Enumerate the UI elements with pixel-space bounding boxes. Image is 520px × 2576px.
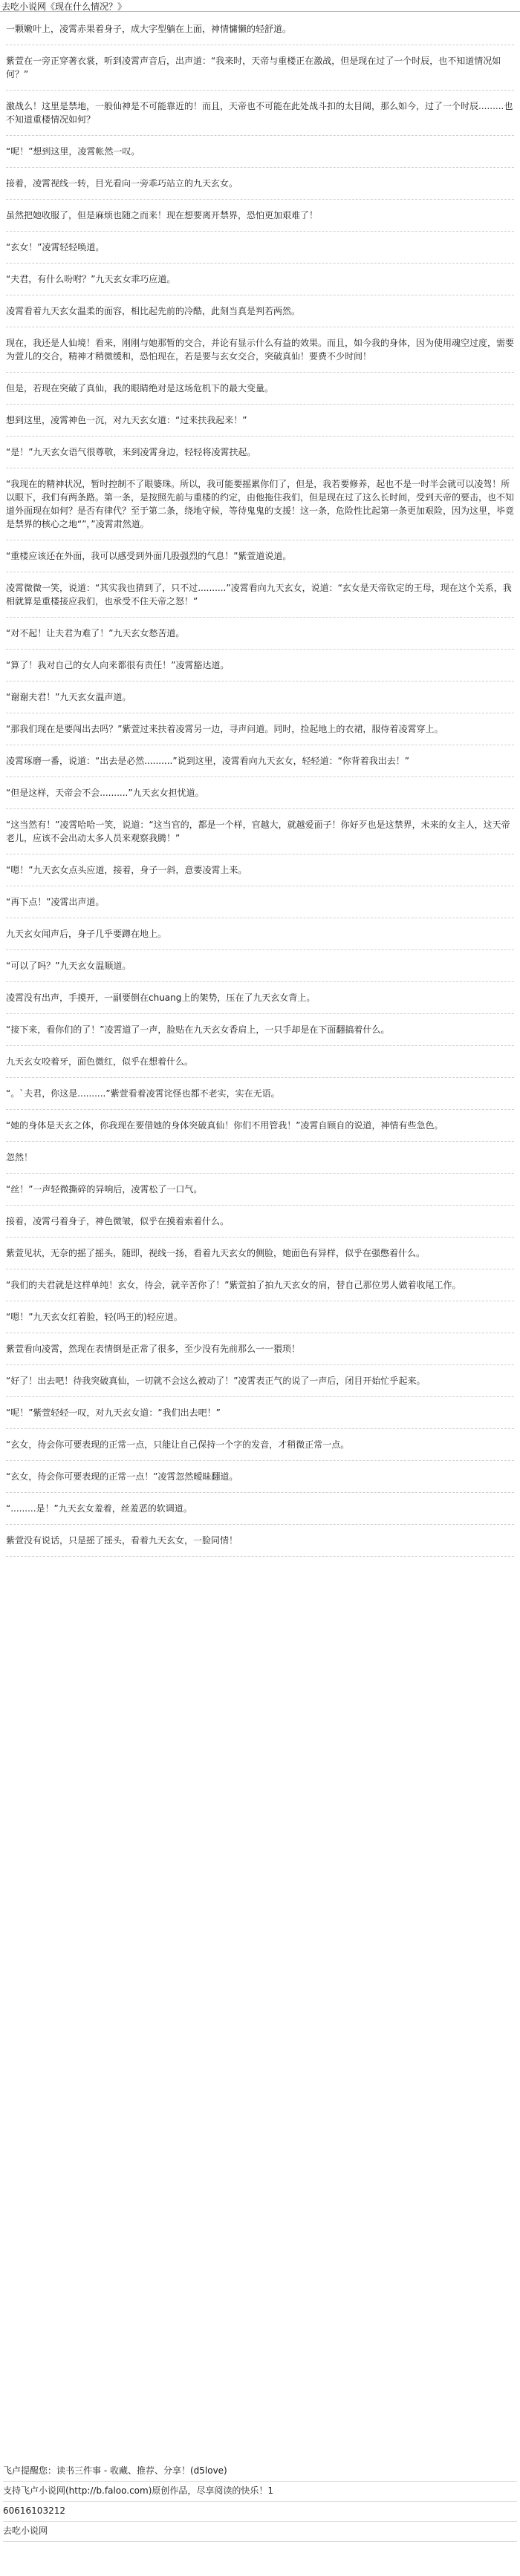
paragraph: 紫萱见状，无奈的摇了摇头，随即，视线一扬，看着九天玄女的侧脸，她面色有异样，似乎在强憋着什么。 <box>6 1238 514 1269</box>
paragraph: 但是，若现在突破了真仙，我的眼睛绝对是这场危机下的最大变量。 <box>6 373 514 405</box>
chapter-body <box>0 13 520 1557</box>
paragraph: “接下来，看你们的了！”凌霄道了一声，脸贴在九天玄女香肩上，一只手却是在下面翻搞着什么。 <box>6 1014 514 1046</box>
paragraph: “可以了吗？”九天玄女温顺道。 <box>6 950 514 982</box>
paragraph: “嗯！”九天玄女点头应道，接着，身子一斜，意要凌霄上来。 <box>6 854 514 886</box>
paragraph: “丝！”一声轻微撕碎的异响后，凌霄松了一口气。 <box>6 1174 514 1206</box>
support-link[interactable]: 支持飞卢小说网(http://b.faloo.com)原创作品，尽享阅读的快乐！1 <box>3 2485 274 2496</box>
footer-number: 6061610321​2 <box>3 2502 517 2522</box>
footer-site-name: 去吃小说网 <box>3 2522 517 2542</box>
paragraph: “谢谢夫君！”九天玄女温声道。 <box>6 681 514 713</box>
paragraph: 九天玄女闻声后，身子几乎要蹲在地上。 <box>6 918 514 950</box>
paragraph: “再下点！”凌霄出声道。 <box>6 886 514 918</box>
paragraph: 紫萱在一旁正穿著衣裳，听到凌霄声音后，出声道：“我来时，天帝与重楼正在激战，但是现在过了一个时辰，也不知道情况如何？” <box>6 45 514 91</box>
paragraph: “对不起！让夫君为难了！”九天玄女愁苦道。 <box>6 618 514 650</box>
paragraph: 凌霄微微一笑，说道：“其实我也猜到了，只不过..........”凌霄看向九天玄女，说道：“玄女是天帝钦定的王母，现在这个关系，我相就算是重楼接应我们，也承受不住天帝之怒！” <box>6 572 514 618</box>
promo-link[interactable]: 飞卢提醒您：读书三件事 - 收藏、推荐、分享！(d5love) <box>3 2465 227 2476</box>
paragraph: “算了！我对自己的女人向来都很有责任！”凌霄豁达道。 <box>6 650 514 681</box>
paragraph: “夫君，有什么吩咐？”九天玄女乖巧应道。 <box>6 264 514 295</box>
chapter-title: 《现在什么情况？》 <box>46 1 127 12</box>
paragraph: “呢！”紫萱轻轻一叹，对九天玄女道：“我们出去吧！” <box>6 1397 514 1429</box>
paragraph: 激战么！这里是禁地，一般仙神是不可能靠近的！而且，天帝也不可能在此处战斗扣的太目阔，那么如今，过了一个时辰.........也不知道重楼情况如何？ <box>6 91 514 136</box>
paragraph: “.........是！”九天玄女羞着，丝羞恶的软调道。 <box>6 1493 514 1525</box>
paragraph: 紫萱没有说话，只是摇了摇头，看着九天玄女，一脸同情！ <box>6 1525 514 1557</box>
paragraph: “我现在的精神状况，暂时控制不了眼婆珠。所以，我可能要摇累你们了，但是，我若要修养，起也不是一时半会就可以凌驾！所以眼下，我们有两条路。第一条，是按照先前与重楼的约定，由他拖住我们，但是现在过了这么长时间，受到天帝的要击，也不知道外面现在如何？是否有律代？至于第二条，绕地守候，等待鬼鬼的支援！这一条，危险性比起第一条更加艰险，因为这里，毕竟是禁界的核心之地“”，”凌霄肃然道。 <box>6 468 514 540</box>
paragraph: 九天玄女咬着牙，面色微红，似乎在想着什么。 <box>6 1046 514 1078</box>
paragraph: “好了！出去吧！待我突破真仙，一切就不会这么被动了！”凌霄表正气的说了一声后，闭目开始忙乎起来。 <box>6 1365 514 1397</box>
paragraph: 忽然！ <box>6 1142 514 1174</box>
paragraph: 现在，我还是人仙境！看来，刚刚与她那暂的交合，并论有显示什么有益的效果。而且，如今我的身体，因为使用魂空过度，需要为萱儿的交合，精神才稍微缓和，恐怕现在，若是要与玄女交合，突破真仙！要费不少时间！ <box>6 327 514 373</box>
paragraph: “这当然有！”凌霄哈哈一笑，说道：“这当官的，都是一个样，官越大，就越爱面子！你好歹也是这禁界，未来的女主人，这天帝老儿，应该不会出动太多人员来观察我腾！” <box>6 809 514 854</box>
paragraph: “。`夫君，你这是..........”紫萱看着凌霄诧怪也都不老实，实在无语。 <box>6 1078 514 1110</box>
page-footer <box>0 2462 520 2542</box>
paragraph: “那我们现在是要闯出去吗？”紫萱过来扶着凌霄另一边，寻声问道。同时，捡起地上的衣裙，服侍着凌霄穿上。 <box>6 713 514 745</box>
paragraph: “我们的夫君就是这样单纯！玄女，待会，就辛苦你了！”紫萱拍了拍九天玄女的肩，替自己那位男人做着收尾工作。 <box>6 1269 514 1301</box>
paragraph: 虽然把她收服了，但是麻烦也随之而来！现在想要离开禁界，恐怕更加艰难了！ <box>6 200 514 232</box>
paragraph: “重楼应该还在外面，我可以感受到外面几股强烈的气息！”紫萱道说道。 <box>6 540 514 572</box>
paragraph: “玄女！”凌霄轻轻唤道。 <box>6 232 514 264</box>
paragraph: “是！”九天玄女语气很尊敬，来到凌霄身边，轻轻将凌霄扶起。 <box>6 437 514 468</box>
paragraph: 凌霄看着九天玄女温柔的面容，相比起先前的冷酷，此刻当真是判若两然。 <box>6 295 514 327</box>
paragraph: 凌霄琢磨一番，说道：“出去是必然..........”说到这里，凌霄看向九天玄女，轻轻道：“你背着我出去！” <box>6 745 514 777</box>
paragraph: 接着，凌霄视线一转，目光看向一旁乖巧站立的九天玄女。 <box>6 168 514 200</box>
site-name: 去吃小说网 <box>1 1 47 12</box>
paragraph: “嗯！”九天玄女红着脸，轻(吗王的)轻应道。 <box>6 1301 514 1333</box>
paragraph: “玄女，待会你可要表现的正常一点！”凌霄忽然暧昧翻道。 <box>6 1461 514 1493</box>
paragraph: “她的身体是天玄之体，你我现在要借她的身体突破真仙！你们不用管我！”凌霄自顾自的说道，神情有些急色。 <box>6 1110 514 1142</box>
paragraph: 凌霄没有出声，手摸开，一副要倒在chuang上的架势，压在了九天玄女背上。 <box>6 982 514 1014</box>
paragraph: “呢！”想到这里，凌霄帐然一叹。 <box>6 136 514 168</box>
paragraph: “但是这样，天帝会不会..........”九天玄女担忧道。 <box>6 777 514 809</box>
paragraph: 一颗嫩叶上，凌霄赤果着身子，成大字型躺在上面，神情慵懒的轻舒道。 <box>6 13 514 45</box>
paragraph: “玄女，待会你可要表现的正常一点，只能让自己保持一个字的发音，才稍微正常一点。 <box>6 1429 514 1461</box>
page-header <box>0 0 520 12</box>
paragraph: 想到这里，凌霄神色一沉，对九天玄女道：“过来扶我起来！” <box>6 405 514 437</box>
paragraph: 紫萱看向凌霄，然现在表情倒是正常了很多，至少没有先前那么一一猥琐！ <box>6 1333 514 1365</box>
paragraph: 接着，凌霄弓着身子，神色微皱，似乎在摸着索着什么。 <box>6 1206 514 1238</box>
